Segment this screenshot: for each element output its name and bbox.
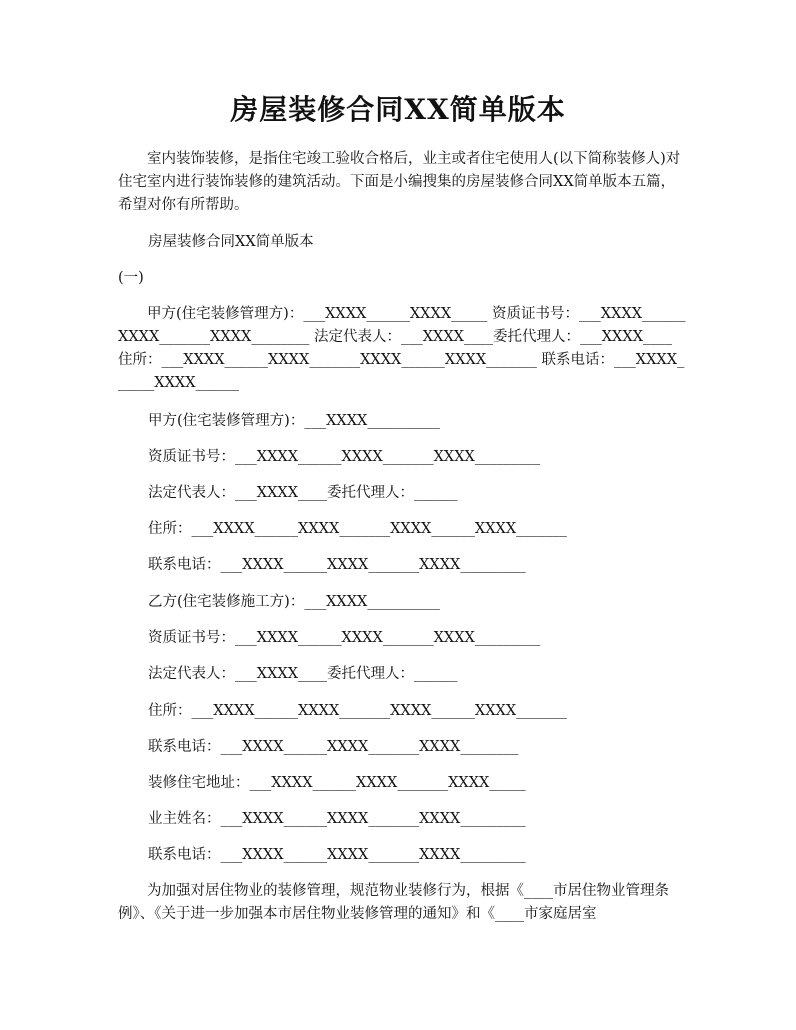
field-line-owner-name: 业主姓名：___XXXX______XXXX_______XXXX_________ (148, 811, 526, 827)
field-line-legal-rep-b: 法定代表人：___XXXX____委托代理人：______ (148, 666, 458, 682)
field-line-address-b: 住所：___XXXX______XXXX_______XXXX______XXXX_______ (148, 703, 567, 719)
party-a-summary-paragraph: 甲方(住宅装修管理方)：___XXXX______XXXX_____ 资质证书号：___XXXX______XXXX_______XXXX________ 法定代表人：___XXXX____委托代理人：___XXXX____ 住所：___XXXX______XXXX_______XXXX______XXXX_______ 联系电话：___XXXX______XXXX______ (118, 306, 686, 391)
field-line-phone-a: 联系电话：___XXXX______XXXX_______XXXX_________ (148, 557, 526, 573)
closing-paragraph: 为加强对居住物业的装修管理，规范物业装修行为，根据《____市居住物业管理条例》、《关于进一步加强本市居住物业装修管理的通知》和《____市家庭居室 (118, 883, 669, 922)
field-line-phone-b: 联系电话：___XXXX______XXXX_______XXXX________ (148, 739, 519, 755)
field-line-license-b: 资质证书号：___XXXX______XXXX_______XXXX_________ (148, 630, 541, 646)
field-line-party-a: 甲方(住宅装修管理方)：___XXXX__________ (148, 413, 440, 429)
field-line-legal-rep-a: 法定代表人：___XXXX____委托代理人：______ (148, 485, 458, 501)
section-number: (一) (118, 270, 144, 286)
subtitle: 房屋装修合同XX简单版本 (148, 234, 314, 250)
field-line-owner-phone: 联系电话：___XXXX______XXXX_______XXXX_________ (148, 847, 526, 863)
field-line-party-b: 乙方(住宅装修施工方)：___XXXX__________ (148, 594, 440, 610)
intro-paragraph: 室内装饰装修，是指住宅竣工验收合格后，业主或者住宅使用人(以下简称装修人)对住宅室内进行装饰装修的建筑活动。下面是小编搜集的房屋装修合同XX简单版本五篇，希望对你有所帮助。 (118, 151, 681, 213)
field-line-address-a: 住所：___XXXX______XXXX_______XXXX______XXXX_______ (148, 521, 567, 537)
field-line-residence-address: 装修住宅地址：___XXXX______XXXX_______XXXX_____ (148, 775, 526, 791)
document-title: 房屋装修合同XX简单版本 (230, 93, 566, 126)
field-line-license-a: 资质证书号：___XXXX______XXXX_______XXXX_________ (148, 449, 541, 465)
